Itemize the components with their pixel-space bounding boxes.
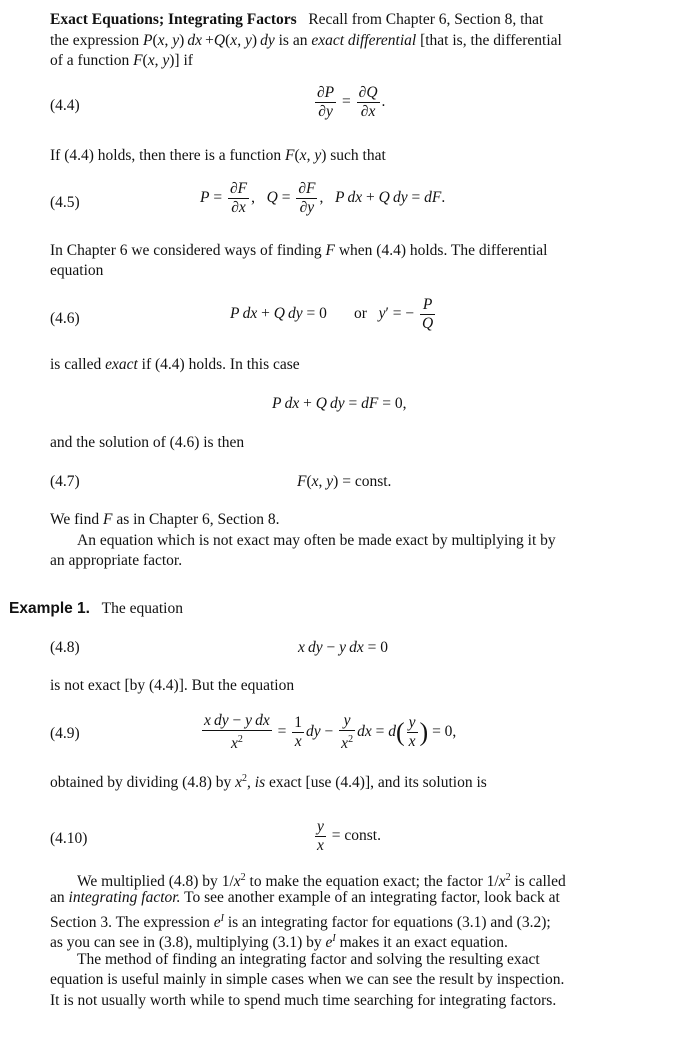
paragraph-line: If (4.4) holds, then there is a function F(x, y) such that <box>50 147 386 164</box>
equation-4-10: $\frac{y}{x}$ = const. <box>317 818 381 854</box>
paragraph-line: is not exact [by (4.4)]. But the equation <box>50 677 295 694</box>
equation-label: (4.5) <box>50 194 80 211</box>
example-heading: Example 1. The equation <box>9 600 183 617</box>
paragraph-line: equation is useful mainly in simple cases when we can see the result by inspection. <box>50 971 565 988</box>
paragraph-line: is called exact if (4.4) holds. In this case <box>50 356 300 373</box>
equation-4-9: $\frac{\text{x dy − y dx}}{x^2}$ = $\frac{1}{x}$ dy − $\frac{y}{x^2}$ dx = d( $\frac{y}{x}$ ) = 0, <box>204 712 457 753</box>
equation-4-8: x dy − y dx = 0 <box>298 639 389 656</box>
paragraph-line: an integrating factor. To see another example of an integrating factor, look back at <box>50 889 560 906</box>
intro-line-2: the expression P(x, y) dx +Q(x, y) dy is an exact differential [that is, the differential <box>50 32 562 49</box>
equation-4-7: F(x, y) = const. <box>297 473 392 490</box>
equation-label: (4.8) <box>50 639 80 656</box>
paragraph-line: and the solution of (4.6) is then <box>50 434 245 451</box>
paragraph-line: We find F as in Chapter 6, Section 8. <box>50 511 280 528</box>
intro-line-1: Exact Equations; Integrating Factors Recall from Chapter 6, Section 8, that <box>50 11 544 28</box>
equation-4-6: P dx + Q dy = 0 or y′ = − $\frac{P}{Q}$ <box>230 296 434 332</box>
integrating-factor-term: integrating factor. <box>68 889 181 906</box>
section-heading: Exact Equations; Integrating Factors <box>50 11 297 28</box>
paragraph-line: obtained by dividing (4.8) by $x^2$, is exact [use (4.4)], and its solution is <box>50 773 487 792</box>
paragraph-line: An equation which is not exact may often be made exact by multiplying it by <box>77 532 556 549</box>
paragraph-line: The method of finding an integrating factor and solving the resulting exact <box>77 951 540 968</box>
paragraph-line: Section 3. The expression $e^I$ is an integrating factor for equations (3.1) and (3.2); <box>50 913 551 932</box>
paragraph-line: an appropriate factor. <box>50 552 183 569</box>
intro-line-3: of a function F(x, y)] if <box>50 52 193 69</box>
equation-4-5: P = $\frac{\partial F}{\partial x}$ , Q = $\frac{\partial F}{\partial y}$ , P dx + Q dy = dF. <box>200 180 446 216</box>
equation-label: (4.7) <box>50 473 80 490</box>
paragraph-line: equation <box>50 262 104 279</box>
equation-label: (4.6) <box>50 310 80 327</box>
paragraph-line: In Chapter 6 we considered ways of finding F when (4.4) holds. The differential <box>50 242 548 259</box>
equation-4-4: $\frac{\partial P}{\partial y}$ = $\frac{\partial Q}{\partial x}$ . <box>317 84 386 120</box>
paragraph-line: as you can see in (3.8), multiplying (3.1) by $e^I$ makes it an exact equation. <box>50 933 508 952</box>
equation-label: (4.10) <box>50 830 88 847</box>
exact-differential-term: exact differential <box>311 32 417 49</box>
paragraph-line: We multiplied (4.8) by $1/x^2$ to make the equation exact; the factor $1/x^2$ is called <box>77 872 566 891</box>
paragraph-line: It is not usually worth while to spend much time searching for integrating factors. <box>50 992 557 1009</box>
equation-label: (4.4) <box>50 97 80 114</box>
equation-label: (4.9) <box>50 725 80 742</box>
equation-exact-form: P dx + Q dy = dF = 0, <box>272 395 407 412</box>
